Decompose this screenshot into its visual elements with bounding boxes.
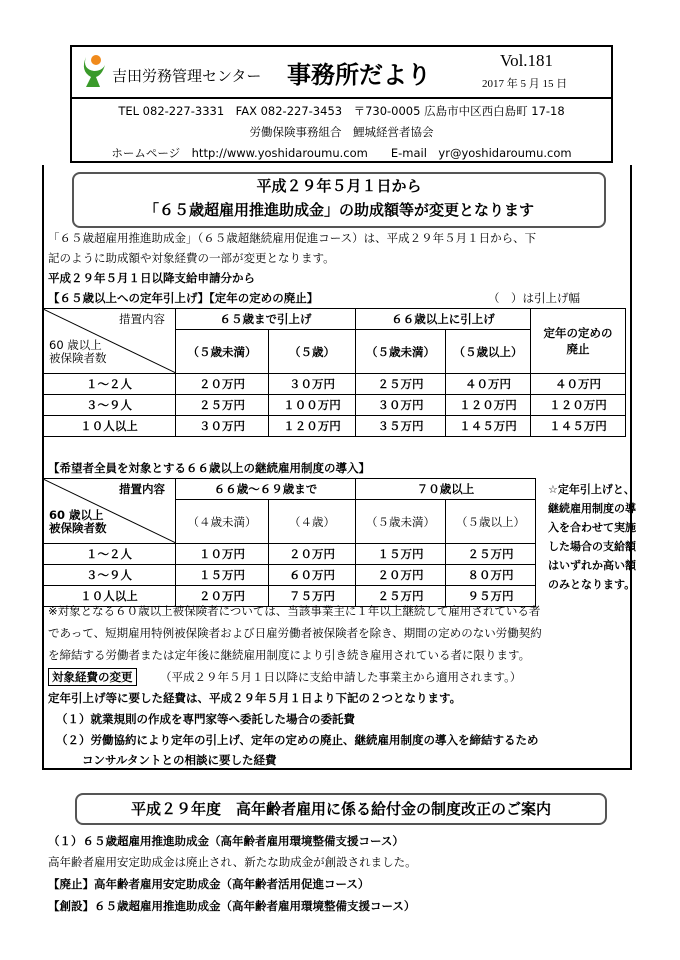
table-retirement-age (42, 308, 626, 437)
table-cell: ３０万円 (176, 416, 269, 437)
table-cell: ２５万円 (446, 544, 536, 565)
section-1-title: 平成２９年５月１日から 「６５歳超雇用推進助成金」の助成額等が変更となります (72, 172, 606, 228)
table-cell: ２０万円 (176, 374, 269, 395)
table-cell: （５歳未満） (176, 330, 269, 374)
table-cell: １２０万円 (269, 416, 356, 437)
table-row (43, 544, 536, 565)
table-row (43, 374, 626, 395)
expense-item: コンサルタントとの相談に要した経費 (82, 753, 277, 767)
table1-note: （ ）は引上げ幅 (488, 291, 580, 305)
table-cell: １０人以上 (43, 586, 176, 607)
subheading: 平成２９年５月１日以降支給申請分から (48, 271, 255, 285)
logo-icon (80, 53, 108, 89)
group-header: ６６歳以上に引上げ (356, 309, 531, 330)
table-cell: １０万円 (176, 544, 269, 565)
table-row (43, 565, 536, 586)
table-cell: ２５万円 (356, 586, 446, 607)
table-cell: ３０万円 (269, 374, 356, 395)
table2-label: 【希望者全員を対象とする６６歳以上の継続雇用制度の導入】 (48, 461, 370, 475)
table-cell: （５歳未満） (356, 500, 446, 544)
table-continued-employment (42, 478, 536, 607)
footnote: を締結する労働者または定年後に継続雇用制度により引き続き雇用されている者に限ります。 (48, 648, 531, 662)
org-name: 吉田労務管理センター (112, 67, 262, 85)
table-cell: ４０万円 (531, 374, 626, 395)
table-cell: ３０万円 (356, 395, 446, 416)
table-cell: （４歳未満） (176, 500, 269, 544)
group-header: ７０歳以上 (356, 479, 536, 500)
section-2-title: 平成２９年度 高年齢者雇用に係る給付金の制度改正のご案内 (75, 793, 607, 825)
table-cell: （５歳） (269, 330, 356, 374)
web-line[interactable]: ホームページ http://www.yoshidaroumu.com E-mail yr@yoshidaroumu.com (111, 146, 572, 160)
table-cell: ８０万円 (446, 565, 536, 586)
issue-date: 2017 年 5 月 15 日 (482, 78, 568, 90)
table-cell: １４５万円 (446, 416, 531, 437)
table-cell: （５歳未満） (356, 330, 446, 374)
table-cell: （４歳） (269, 500, 356, 544)
corner-cell: 措置内容 60 歳以上 被保険者数 (43, 309, 176, 374)
intro-text: 「６５歳超雇用推進助成金」（６５歳超継続雇用促進コース）は、平成２９年５月１日から、下 (48, 231, 537, 245)
table-cell: （５歳以上） (446, 500, 536, 544)
contact-line: TEL 082-227-3331 FAX 082-227-3453 〒730-0005 広島市中区西白島町 17-18 (118, 104, 565, 118)
table-cell: ７５万円 (269, 586, 356, 607)
table-cell: ２０万円 (269, 544, 356, 565)
table-cell: ４０万円 (446, 374, 531, 395)
table-cell: １４５万円 (531, 416, 626, 437)
table-cell: １２０万円 (446, 395, 531, 416)
volume: Vol.181 (500, 51, 554, 70)
section-2-line: 高年齢者雇用安定助成金は廃止され、新たな助成金が創設されました。 (48, 855, 417, 869)
newsletter-header (70, 45, 613, 163)
expense-item: （２）労働協約により定年の引上げ、定年の定めの廃止、継続雇用制度の導入を締結するため (56, 733, 539, 747)
table-cell: ３５万円 (356, 416, 446, 437)
table-row (43, 395, 626, 416)
section-2-line: （１）６５歳超雇用推進助成金（高年齢者雇用環境整備支援コース） (48, 834, 404, 848)
side-note: ☆定年引上げと、継続雇用制度の導入を合わせて実施した場合の支給額はいずれか高い額のみとなります。 (548, 483, 636, 591)
table-cell: １～２人 (43, 544, 176, 565)
table-cell: ２５万円 (356, 374, 446, 395)
group-header: ６６歳～６９歳まで (176, 479, 356, 500)
table-row (43, 416, 626, 437)
table-cell: ３～９人 (43, 565, 176, 586)
table-cell: ２０万円 (356, 565, 446, 586)
table1-label: 【６５歳以上への定年引上げ】【定年の定めの廃止】 (48, 291, 319, 305)
table-cell: １５万円 (176, 565, 269, 586)
table-cell: ３～９人 (43, 395, 176, 416)
expense-note: （平成２９年５月１日以降に支給申請した事業主から適用されます。） (160, 670, 522, 684)
table-cell: ２０万円 (176, 586, 269, 607)
table-cell: １０人以上 (43, 416, 176, 437)
group-header: 定年の定めの廃止 (531, 309, 626, 374)
section-2-line: 【創設】６５歳超雇用推進助成金（高年齢者雇用環境整備支援コース） (48, 899, 416, 913)
expense-change-tag: 対象経費の変更 (48, 668, 137, 686)
table-cell: （５歳以上） (446, 330, 531, 374)
group-header: ６５歳まで引上げ (176, 309, 356, 330)
table-cell: １００万円 (269, 395, 356, 416)
newsletter-title: 事務所だより (287, 61, 431, 89)
footnote: であって、短期雇用特例被保険者および日雇労働者被保険者を除き、期間の定めのない労働契約 (48, 626, 542, 640)
table-cell: ９５万円 (446, 586, 536, 607)
association-line: 労働保険事務組合 鯉城経営者協会 (249, 125, 434, 139)
section-2-line: 【廃止】高年齢者雇用安定助成金（高年齢者活用促進コース） (48, 877, 370, 891)
table-cell: ２５万円 (176, 395, 269, 416)
expense-text: 定年引上げ等に要した経費は、平成２９年５月１日より下記の２つとなります。 (48, 691, 462, 705)
intro-text: 記のように助成額や対象経費の一部が変更となります。 (48, 251, 335, 265)
expense-item: （１）就業規則の作成を専門家等へ委託した場合の委託費 (56, 712, 355, 726)
table-cell: １～２人 (43, 374, 176, 395)
table-cell: １２０万円 (531, 395, 626, 416)
table-cell: ６０万円 (269, 565, 356, 586)
corner-cell: 措置内容 60 歳以上 被保険者数 (43, 479, 176, 544)
footnote: ※対象となる６０歳以上被保険者については、当該事業主に１年以上継続して雇用されている者 (48, 604, 541, 618)
table-cell: １５万円 (356, 544, 446, 565)
